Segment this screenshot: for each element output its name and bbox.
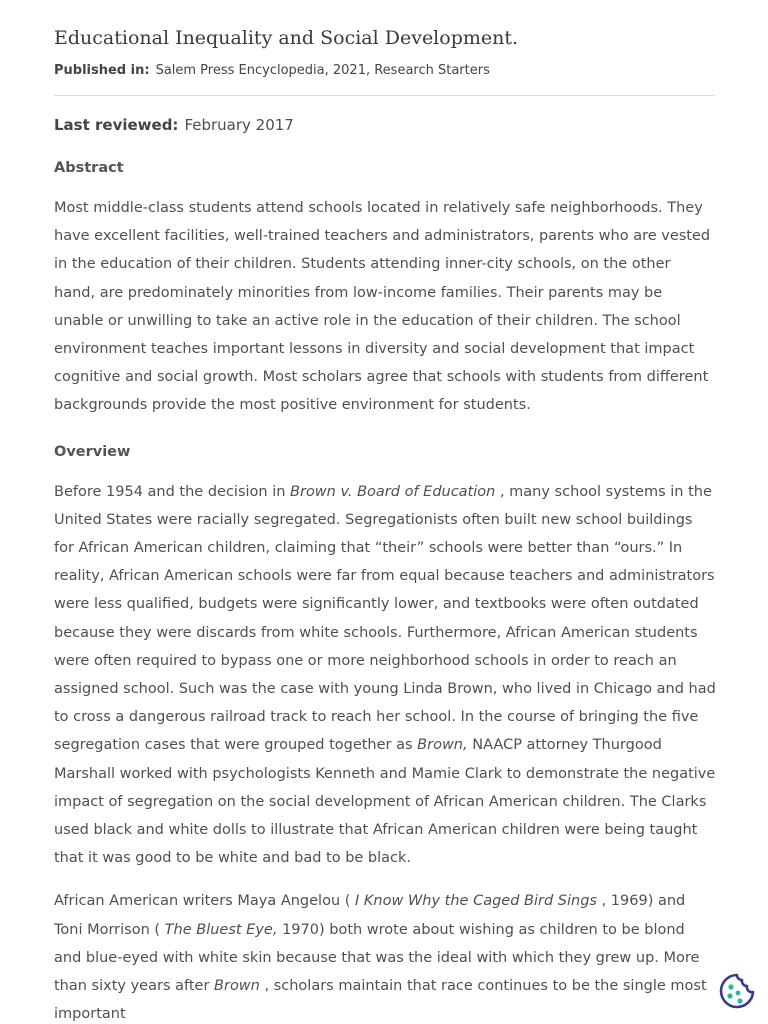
article-title: Educational Inequality and Social Development. [54, 27, 519, 49]
overview-paragraph-2: African American writers Maya Angelou ( I Know Why the Caged Bird Sings , 1969) and Toni Morrison ( The Bluest Eye, 1970) both wrote about wishing as children to be blond and blue-eyed with white skin because that was the ideal with which they grew up. More than sixty years after Brown , scholars maintain that race continues to be the single most important [54, 893, 707, 1023]
case-short-italic: Brown [214, 978, 260, 995]
overview-heading: Overview [54, 443, 131, 460]
abstract-heading: Abstract [54, 160, 124, 176]
cookie-settings-button[interactable] [718, 972, 756, 1010]
case-title-italic: Brown v. Board of Education [290, 483, 496, 500]
case-short-italic: Brown, [417, 737, 468, 754]
abstract-text: Most middle-class students attend schools located in relatively safe neighborhoods. They have excellent facilities, well-trained teachers and administrators, parents who are vested in the education of their children. Students attending inner-city schools, on the other hand, are predominately minorities from low-income families. Their parents may be unable or unwilling to take an active role in the education of their children. The school environment teaches important lessons in diversity and social development that impact cognitive and social growth. Most scholars agree that schools with students from different backgrounds provide the most positive environment for students. [54, 200, 711, 414]
overview-paragraph-1: Before 1954 and the decision in Brown v. Board of Education , many school systems in the United States were racially segregated. Segregationists often built new school buildings for African American children, claiming that “their” schools were better than “ours.” In reality, African American schools were far from equal because teachers and administrators were less qualified, budgets were significantly lower, and textbooks were often outdated because they were discards from white schools. Furthermore, African American students were often required to bypass one or more neighborhood schools in order to reach an assigned school. Such was the case with young Linda Brown, who lived in Chicago and had to cross a dangerous railroad track to reach her school. In the course of bringing the five segregation cases that were grouped together as Brown, NAACP attorney Thurgood Marshall worked with psychologists Kenneth and Mamie Clark to demonstrate the negative impact of segregation on the social development of African American children. The Clarks used black and white dolls to illustrate that African American children were being taught that it was good to be white and bad to be black. [54, 483, 716, 867]
published-in [54, 61, 714, 81]
reviewed-value: February 2017 [184, 116, 294, 134]
reviewed-label: Last reviewed: [54, 116, 179, 134]
last-reviewed [54, 114, 714, 136]
cookie-icon [718, 972, 756, 1010]
book-title-italic: The Bluest Eye, [164, 921, 278, 938]
published-label: Published in: [54, 63, 150, 78]
header-divider [54, 95, 715, 96]
published-value: Salem Press Encyclopedia, 2021, Research Starters [155, 63, 490, 78]
book-title-italic: I Know Why the Caged Bird Sings [355, 893, 597, 910]
